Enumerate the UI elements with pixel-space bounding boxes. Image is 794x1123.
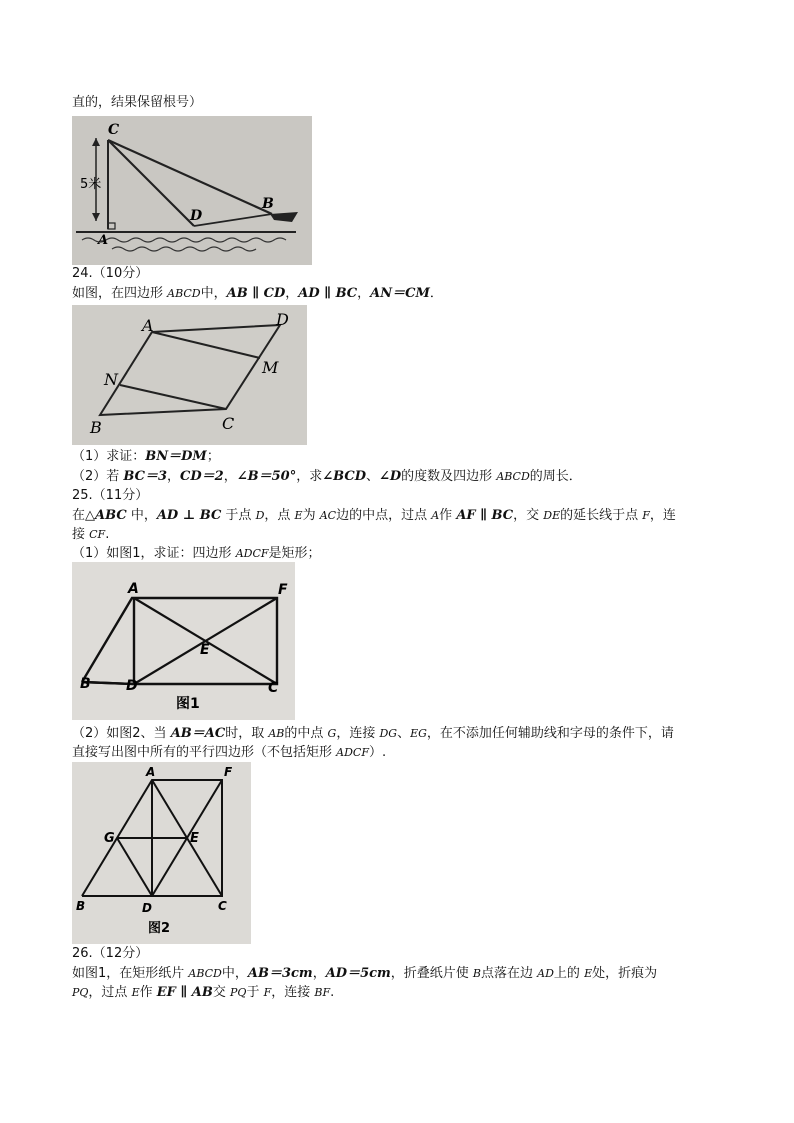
point-label: A: [98, 233, 109, 248]
question-header: 25.（11分）: [72, 488, 149, 503]
figure-caption: 图2: [148, 921, 171, 936]
point-label: C: [218, 899, 227, 913]
question-stem: 如图，在四边形 ABCD中，AB ∥ CD，AD ∥ BC，AN＝CM．: [72, 286, 443, 301]
question-part: （1）求证：BN＝DM；: [72, 449, 220, 464]
question-header: 24.（10分）: [72, 266, 149, 281]
point-label: D: [126, 678, 138, 694]
point-label: E: [200, 642, 210, 658]
figure-tower-boat: [72, 116, 312, 265]
point-label: F: [278, 582, 288, 598]
question-stem: 接 CF.: [72, 527, 110, 542]
question-stem: 在△ABC 中，AD ⊥ BC 于点 D，点 E为 AC边的中点，过点 A作 AF ∥ BC，交 DE的延长线于点 F，连: [72, 508, 676, 523]
question-stem: 如图1，在矩形纸片 ABCD中，AB＝3cm，AD＝5cm，折叠纸片使 B点落在边 AD上的 E处，折痕为: [72, 966, 658, 981]
question-header: 26.（12分）: [72, 946, 149, 961]
question-part: （1）如图1，求证：四边形 ADCF是矩形；: [72, 546, 321, 561]
figure-2-triangle: [72, 762, 251, 944]
point-label: A: [142, 316, 154, 335]
point-label: F: [224, 765, 233, 779]
point-label: B: [262, 196, 274, 212]
point-label: B: [76, 899, 86, 913]
question-part: 直接写出图中所有的平行四边形（不包括矩形 ADCF）.: [72, 745, 387, 760]
figure-parallelogram: [72, 305, 307, 445]
point-label: A: [128, 581, 139, 597]
point-label: C: [268, 680, 279, 696]
height-label: 5米: [80, 177, 102, 192]
point-label: G: [104, 831, 115, 846]
point-label: N: [104, 370, 118, 389]
point-label: M: [262, 358, 279, 377]
point-label: B: [90, 418, 102, 437]
point-label: A: [146, 765, 156, 779]
figure-1-rectangle: [72, 562, 295, 720]
text-line: 直的，结果保留根号）: [72, 95, 203, 110]
point-label: D: [142, 901, 152, 915]
question-part: （2）如图2、当 AB＝AC时，取 AB的中点 G，连接 DG、EG，在不添加任何辅助线和字母的条件下，请: [72, 726, 674, 741]
point-label: B: [80, 676, 91, 692]
figure-caption: 图1: [176, 696, 200, 712]
question-stem: PQ，过点 E作 EF ∥ AB交 PQ于 F，连接 BF.: [72, 985, 335, 1000]
point-label: D: [276, 310, 289, 329]
point-label: E: [190, 831, 199, 846]
point-label: C: [108, 122, 120, 138]
point-label: D: [190, 208, 203, 224]
point-label: C: [222, 414, 235, 433]
question-part: （2）若 BC＝3，CD＝2，∠B＝50°，求∠BCD、∠D的度数及四边形 ABCD的周长．: [72, 469, 582, 484]
